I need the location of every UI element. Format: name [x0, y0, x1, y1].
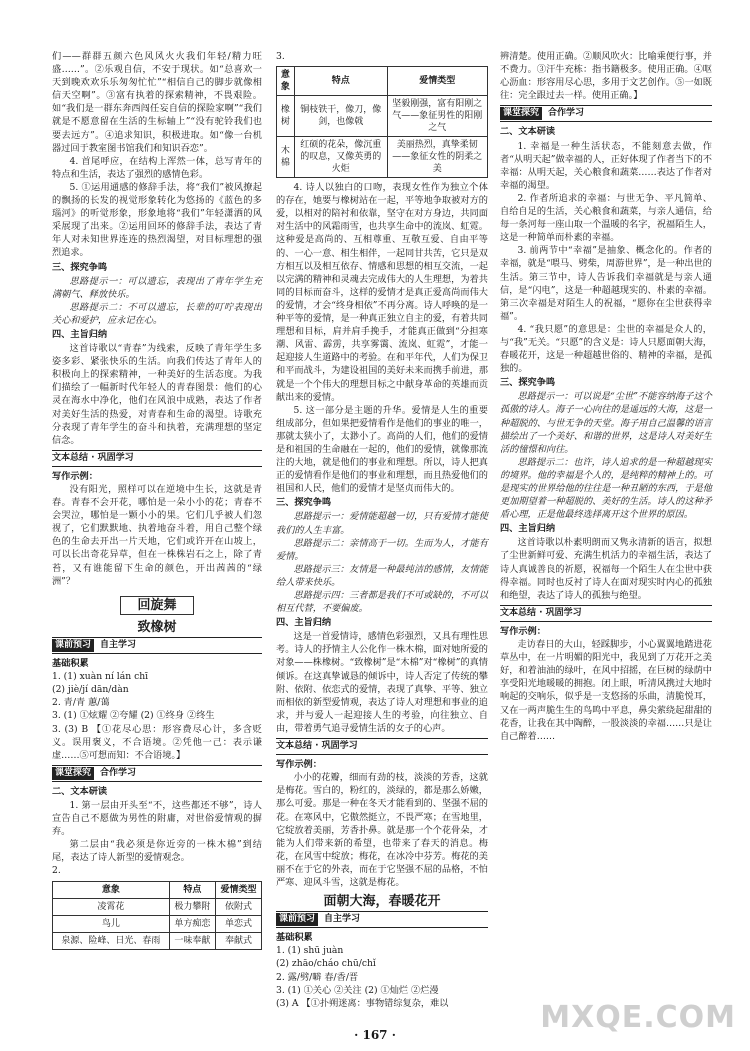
hint-paragraph: 思路提示四：三者都是我们不可或缺的，不可以相互代替，不要偏废。: [276, 590, 488, 615]
section-heading: 二、文本研读: [500, 126, 556, 138]
table-cell: 橡树: [277, 96, 295, 137]
writing-sample: 小小的花瓣，细而有劲的枝，淡淡的芳香，这就是梅花。雪白的，粉红的，淡绿的，都是那么娇嫩，那么可爱。那是一种在冬天才能看到的、坚强不屈的花。在寒风中，它傲然挺立，不畏严寒；在雪地里，它绽放着美丽，芳香扑鼻。就是那一个个花骨朵，才能为人们带来新的希望，也带来了春天的消息。梅花，在风雪中绽放；梅花，在冰冷中芬芳。梅花的美丽不在于它的外表，而在于它坚强不屈的品格，不怕严寒、迎风斗雪，这就是梅花。: [276, 772, 488, 888]
band-label: 文本总结 · 巩固学习: [52, 452, 134, 463]
answer-line: 2. 青/青 蕙/蔼: [52, 697, 110, 709]
section-heading: 基础积累: [276, 932, 313, 944]
hint-paragraph: 思路提示一：可以遗忘，表现出了青年学生充满朝气、释放快乐。: [52, 275, 262, 300]
lesson-title: 面朝大海，春暖花开: [323, 894, 441, 910]
table-header-row: [277, 67, 488, 96]
writing-sample: 没有阳光，照样可以在逆境中生长，这就是青春。青春不会开花，哪怕是一朵小小的花；青春不会哭泣，哪怕是一颗小小的果。它们几乎被人们忽视了，它们默默地、执着地奋斗着，用自己整个绿色的生命去开出一片天地，它们或许开在山坡上，可以长出奇花异草，但在一株株岩石之上，除了青苔，又有谁能留下生命的颜色，开出茜茜的“绿洲”？: [52, 484, 262, 587]
page-number: · 167 ·: [354, 1028, 396, 1042]
answer-line: 3. (1) ①炫耀 ②夸耀 (2) ①终身 ②终生: [52, 710, 215, 722]
answer-paragraph: 辨清楚。使用正确。②顺风吹火：比喻乘便行事，并不费力。③汗牛充栋：指书籍极多。使用正确。④呕心沥血：形容用尽心思，多用于文艺创作。⑤一如既往：完全跟过去一样。使用正确。】: [500, 51, 712, 102]
section-heading: 四、主旨归纳: [276, 617, 332, 629]
table-cell: 单恋式: [215, 915, 261, 932]
band-label: 自主学习: [100, 639, 137, 650]
section-band: [500, 105, 712, 122]
section-heading: 三、探究争鸣: [276, 497, 332, 509]
theme-paragraph: 这首诗歌以“青春”为线索，反映了青年学生多姿多彩、紧张快乐的生活。向我们传达了青年人的积极向上的探索精神，一种美好的生活态度。为我们描绘了一幅新时代年轻人的青春图景：他们的心灵在海水中净化，他们在风浪中成熟，表达了作者对美好生活的热爱，对青春和生命的渴望。诗歌充分表现了青年学生的奋斗和执着，充满理想的坚定信念。: [52, 343, 262, 446]
table-header: 特点: [294, 67, 387, 96]
table-cell: 一味奉献: [169, 932, 215, 949]
answer-line: 2. 露/劈/噼 春/香/晋: [276, 971, 359, 983]
table-cell: 泉源、险峰、日光、春雨: [53, 932, 170, 949]
band-label: 文本总结 · 巩固学习: [276, 741, 358, 752]
table-cell: 美丽热烈，真挚柔韧——象征女性的阴柔之美: [387, 137, 487, 178]
section-heading: 三、探究争鸣: [500, 377, 556, 389]
table-cell: 红硕的花朵，像沉重的叹息，又像英勇的火炬: [294, 137, 387, 178]
section-heading: 四、主旨归纳: [52, 328, 108, 340]
band-tag: 课前预习: [276, 913, 318, 926]
imagery-table: [52, 881, 262, 950]
band-label: 文本总结 · 巩固学习: [500, 607, 582, 618]
answer-paragraph: 5. ①运用通感的修辞手法，将“我们”被风撩起的飘扬的长发的视觉形象转化为悠扬的《蓝色的多瑙河》的听觉形象，形象地将“我们”年轻潇洒的风采展现了出来。②运用回环的修辞手法，表达了青年人对未知世界连连的热烈渴望，对目标理想的强烈追求。: [52, 181, 262, 259]
table-cell: 铜枝铁干，像刀，像剑，也像戟: [294, 96, 387, 137]
table-header-row: [53, 881, 262, 898]
writing-sample: 走访春日的大山，轻踩脚步，小心翼翼地踏进花草丛中，在一片明媚的阳光中，我见到了万花开之美好，和着油油的绿叶，在风中招摇，在巨树的绿荫中享受阳光地暖暖的拥抱。闭上眼，听清风携过大地时响起的交响乐，似乎是一支悠扬的乐曲，清脆悦耳，又在一两声脆生生的鸟鸣中平息，鼻尖萦绕起甜甜的花香，让我在其中陶醉，一股淡淡的幸福……只是让自己醉着……: [500, 639, 712, 742]
table-row: [53, 932, 262, 949]
column-middle: [276, 50, 488, 1010]
answer-paragraph: 3. 前两节中“幸福”是抽象、概念化的。作者的幸福，就是“喂马、劈柴，周游世界”，是一种出世的生活。第三节中，诗人告诉我们幸福就是与亲人通信，是“闪电”，这是一种超越现实的、朴素的幸福。第三次幸福是对陌生人的祝福，“愿你在尘世获得幸福”。: [500, 245, 712, 322]
answer-paragraph: 4. 首尾呼应，在结构上浑然一体，总写青年的特点和生活，表达了强烈的感情色彩。: [52, 155, 262, 180]
table-header: 爱情类型: [215, 881, 261, 898]
table-header: 特点: [169, 881, 215, 898]
answer-line: 1. (1) shū juàn: [276, 945, 344, 957]
table-cell: 木棉: [277, 137, 295, 178]
answer-line: 3.: [276, 51, 285, 62]
answer-line: 3. (3) B 【①花尽心思：形容费尽心计，多含贬义。误用褒义，不合语境。②凭他一己：表示谦虚……⑤可想而知：不合语境。】: [52, 723, 262, 761]
answer-paragraph: 们——群群五颜六色风风火火我们年轻/精力旺盛……”。②乐观自信，不安于现状。如“总喜欢一天到晚欢欢乐乐匆匆忙忙”“相信自己的脚步就像相信天空啊”。③富有执着的探索精神，不畏艰险。如“我们是一群东奔西闯任妄自信的探险家啊”“我们就是不愿意留在生活的生标轴上”“没有驼铃我们也要去远方”。④追求知识，积极进取。如“像一台机器过回于教室图书馆我们和知识吞恋”。: [52, 51, 262, 154]
hint-paragraph: 思路提示二：不可以遗忘，长辈的叮咛表现出关心和爱护，应永记在心。: [52, 301, 262, 326]
theme-paragraph: 这是一首爱情诗，感情色彩强烈，又具有理性思考。诗人的抒情主人公化作一株木棉，面对她所爱的对象——株橡树。“致橡树”是“木棉”对“橡树”的真情倾诉。在这真挚诚恳的倾诉中，诗人否定了传统的攀附、依附、依恋式的爱情，表现了真挚、平等、独立而相依的新型爱情观，表达了诗人对理想和事业的追求，并与爱人一起迎接人生的考验，向往独立、自由，带着勇气追寻爱情生活的女子的心声。: [276, 631, 488, 734]
section-band: [276, 911, 488, 928]
table-row: [53, 915, 262, 932]
band-tag: 课堂探究: [500, 107, 542, 120]
lesson-subtitle: 致橡树: [137, 619, 177, 635]
column-left: [52, 50, 262, 953]
lesson-title: 回旋舞: [120, 596, 194, 615]
answer-paragraph: 4. “我只愿”的意思是：尘世的幸福是众人的，与“我”无关。“只愿”的含义是：诗人只愿面朝大海，春暖花开，这是一种超越世俗的、精神的幸福，是孤独的。: [500, 323, 712, 375]
answer-paragraph: 5. 这一部分是主题的升华。爱情是人生的重要组成部分，但如果把爱情看作是他们的事业的唯一，那就太狭小了，太渺小了。高尚的人们，他们的爱情是和祖国的生命融在一起的，他们的爱情，就像那流注的大地，就是他们的事业和理想。所以，诗人把真正的爱情看作是他们的事业和理想，而且热爱他们的祖国和人民，他们的爱情才是坚贞而伟大的。: [276, 404, 488, 495]
section-heading: 三、探究争鸣: [52, 261, 108, 273]
band-label: 合作学习: [100, 767, 137, 778]
section-heading: 二、文本研读: [52, 785, 108, 797]
hint-paragraph: 思路提示一：可以说是“尘世”不能容纳海子这个孤傲的诗人。海子一心向往的是遥远的大海，这是一种超脱的、与世无争的天堂。海子用自己温馨的语言描绘出了一个美好、和谐的世界，这是诗人对美好生活的憧憬和向往。: [500, 391, 712, 455]
answer-line: 2.: [52, 865, 61, 877]
band-tag: 课堂探究: [52, 767, 94, 780]
answer-paragraph: 第二层由“我必须是你近旁的一株木棉”到结尾，表达了诗人新型的爱情观念。: [52, 839, 262, 864]
section-band: [276, 738, 488, 755]
column-right: [500, 50, 712, 743]
writing-sample-title: 写作示例：: [500, 625, 546, 637]
hint-paragraph: 思路提示二：也许，诗人追求的是一种超越现实的境界。他的幸福是个人的，是纯粹的精神上的。可是现实的世界给他的往往是一种丑陋的东西，于是他更加期望着一种超脱的、美好的生活。诗人的这种矛盾心理，正是他最终选择离开这个世界的原因。: [500, 456, 712, 521]
table-cell: 奉献式: [215, 932, 261, 949]
table-header: 意象: [53, 881, 170, 898]
theme-paragraph: 这首诗歌以朴素明朗而又隽永清新的语言，拟想了尘世新鲜可爱、充满生机活力的幸福生活，表达了诗人真诚善良的祈愿，祝福每一个陌生人在尘世中获得幸福。同时也反衬了诗人在面对现实时内心的孤独和绝望，表达了诗人的孤独与绝望。: [500, 537, 712, 601]
table-header: 爱情类型: [387, 67, 487, 96]
table-cell: 依附式: [215, 898, 261, 915]
band-label: 合作学习: [548, 108, 585, 119]
section-band: [500, 605, 712, 622]
band-label: 自主学习: [324, 914, 361, 925]
section-band: [52, 765, 262, 782]
band-tag: 课前预习: [52, 639, 94, 652]
table-row: [277, 137, 488, 178]
answer-paragraph: 4. 诗人以独白的口吻，表现女性作为独立个体的存在，她要与橡树站在一起，平等地争取被对方的爱，以相对的陪衬和依靠，坚守在对方身边，共同面对生活中的风霜雨雪，也共享生命中的流岚、虹霓。这种爱是高尚的、互相尊重、互敬互爱、自由平等的、一心一意、相生相伴，一起同甘共苦，它只是双方相互以及相互依存、情感和思想的相互交流，一起以完满的精神和灵魂去完成伟大的人生理想，为着共同的目标而奋斗，这样的爱情才是真正爱高尚而伟大的爱情，才会“终身相依”不再分离。诗人呼唤的是一种平等的爱情，是一种真正独立自主的爱，有着共同理想和目标，肩并肩手挽手，才能真正做到“分担寒潮、风雷、霹雳，共享雾霭、流岚、虹霓”，才能一起迎接人生道路中的考验。在和平年代，人们为保卫和平而战斗，为建设祖国的美好未来而携手前进，那就是一个个伟大的理想目标之中献身革命的英雄而贡献出来的爱情。: [276, 182, 488, 403]
table-cell: 极力攀附: [169, 898, 215, 915]
answer-line: 3. (1) ①关心 ②关注 (2) ①灿烂 ②烂漫: [276, 984, 439, 996]
answer-line: (2) zhāo/cháo chū/chǐ: [276, 958, 376, 970]
table-cell: 单方痴恋: [169, 915, 215, 932]
table-header: 意象: [277, 67, 295, 96]
section-band: [52, 450, 262, 467]
hint-paragraph: 思路提示三：友情是一种最纯洁的感情，友情能给人带来快乐。: [276, 563, 488, 588]
answer-line: (3) A 【①扑朔迷离：事物错综复杂，难以: [276, 997, 449, 1009]
table-row: [277, 96, 488, 137]
table-cell: 坚毅刚强，富有阳刚之气——象征男性的阳刚之气: [387, 96, 487, 137]
answer-line: (2) jiè/jí dān/dàn: [52, 684, 129, 696]
table-cell: 鸟儿: [53, 915, 170, 932]
writing-sample-title: 写作示例：: [276, 759, 322, 771]
section-heading: 基础积累: [52, 658, 89, 670]
answer-paragraph: 1. 第一层由开头至“不，这些都还不够”，诗人宣告自己不愿做为男性的附庸，对世俗爱情观的摒弃。: [52, 799, 262, 838]
imagery-table: [276, 66, 488, 178]
section-heading: 四、主旨归纳: [500, 523, 556, 535]
answer-line: 1. (1) xuàn ní lán chī: [52, 671, 149, 683]
writing-sample-title: 写作示例：: [52, 470, 98, 482]
table-cell: 凌霄花: [53, 898, 170, 915]
watermark: MXQE.COM: [540, 1000, 736, 1035]
hint-paragraph: 思路提示一：爱情能超越一切，只有爱情才能使我们的人生丰富。: [276, 511, 488, 536]
hint-paragraph: 思路提示二：亲情高于一切。生而为人，才能有爱情。: [276, 537, 488, 562]
table-row: [53, 898, 262, 915]
answer-paragraph: 2. 作者所追求的幸福：与世无争、平凡简单、自给自足的生活，关心粮食和蔬菜，与亲人通信，给每一条河每一座山取一个温暖的名字，祝福陌生人，这是一种简单而朴素的幸福。: [500, 192, 712, 244]
answer-paragraph: 1. 幸福是一种生活状态，不能刻意去做，作者“从明天起”做幸福的人，正好体现了作者当下的不幸福：从明天起，关心粮食和蔬菜……表达了作者对幸福的渴望。: [500, 140, 712, 191]
section-band: [52, 637, 262, 654]
